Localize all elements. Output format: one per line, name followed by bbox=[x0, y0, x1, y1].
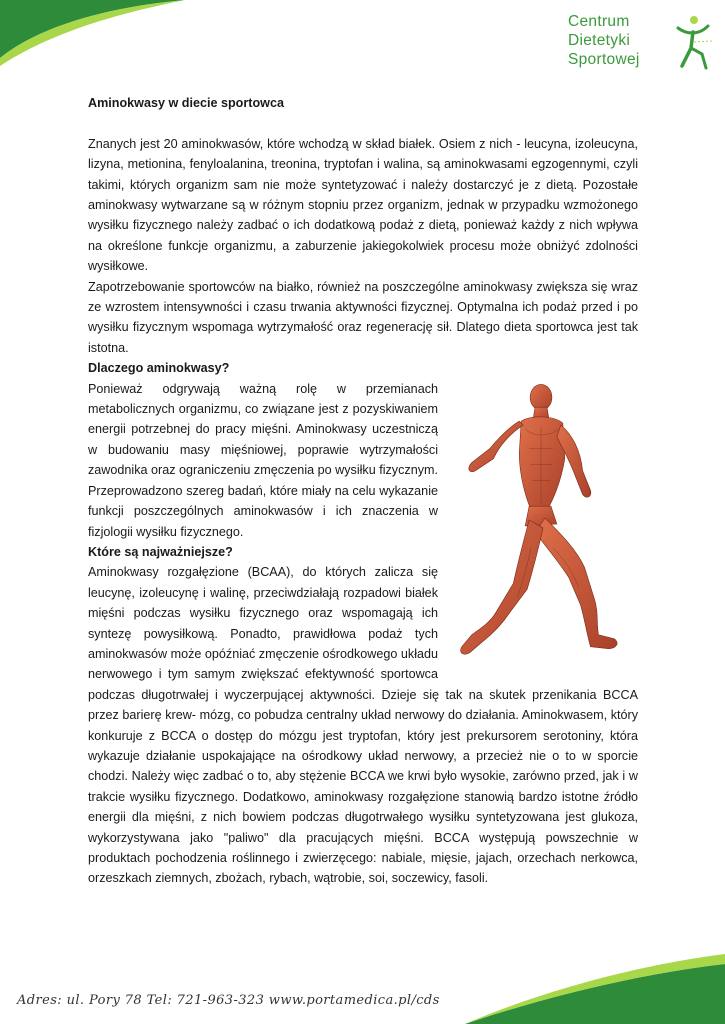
section-body-why: Ponieważ odgrywają ważną rolę w przemianach metabolicznych organizmu, co związane jest z pozyskiwaniem energii potrzebnej do pracy mięśni. Aminokwasy uczestniczą w budowaniu masy mięśniowej, poprawie wytrzymałości zawodnika oraz ograniczeniu zmęczenia po wysiłku fizycznym. Przeprowadzono szereg badań, które miały na celu wykazanie funkcji poszczególnych aminokwasów i ich znaczenia w fizjologii wysiłku fizycznego. bbox=[88, 381, 438, 539]
logo-line-1: Centrum bbox=[568, 13, 630, 30]
runner-logo-icon bbox=[672, 14, 714, 70]
corner-swoosh-bottom-right bbox=[465, 944, 725, 1024]
muscle-runner-image bbox=[450, 379, 638, 667]
article bbox=[88, 93, 638, 889]
article-title: Aminokwasy w diecie sportowca bbox=[88, 96, 284, 110]
footer-contact: Adres: ul. Pory 78 Tel: 721-963-323 www.portamedica.pl/cds bbox=[17, 993, 440, 1008]
section-body-important: Aminokwasy rozgałęzione (BCAA), do których zalicza się leucynę, izoleucynę i walinę, przeciwdziałają rozpadowi białek mięśni podczas wysiłku fizycznego oraz wspomagają ich syntezę powysiłkową. Ponadto, prawidłowa podaż tych aminokwasów może opóźniać zmęczenie ośrodkowego układu nerwowego i tym samym zwiększać efektywność sportowca podczas długotrwałej i wyczerpującej aktywności. Dzieje się tak na skutek przenikania BCCA przez barierę krew- mózg, co pobudza centralny układ nerwowy do działania. Aminokwasem, który konkuruje z BCCA o dostęp do mózgu jest tryptofan, który jest prekursorem serotoniny, która wykazuje działanie uspokajające na ośrodkowy układ nerwowy, a przecież nie o to w sporcie chodzi. Należy więc zadbać o to, aby stężenie BCCA we krwi było wysokie, zarówno przed, jak i w trakcie wysiłku fizycznego. Dodatkowo, aminokwasy rozgałęzione stanowią bardzo istotne źródło energii dla mięśni, z nich bowiem podczas długotrwałego wysiłku syntetyzowana jest glukoza, wykorzystywana jako "paliwo" dla pracujących mięśni. BCCA występują powszechnie w produktach pochodzenia roślinnego i zwierzęcego: nabiale, mięsie, jajach, orzechach nerkowca, orzeszkach ziemnych, zbożach, rybach, wątrobie, soi, soczewicy, fasoli. bbox=[88, 565, 638, 886]
logo bbox=[568, 12, 718, 72]
section-heading-why: Dlaczego aminokwasy? bbox=[88, 361, 230, 376]
paragraph-intro: Znanych jest 20 aminokwasów, które wchodzą w skład białek. Osiem z nich - leucyna, izoleucyna, lizyna, metionina, fenyloalanina, treonina, tryptofan i walina, są aminokwasami egzogennymi, czyli takimi, których organizm sam nie może syntetyzować i należy dostarczyć je z dietą. Pozostałe aminokwasy wytwarzane są w różnym stopniu przez organizm, jednak w przypadku wzmożonego wysiłku fizycznego należy zadbać o ich dodatkową podaż z dietą, ponieważ każdy z nich wpływa na określone funkcje organizmu, a zaburzenie jakiegokolwiek procesu może obniżyć zdolności wysiłkowe. bbox=[88, 136, 638, 274]
section-heading-important: Które są najważniejsze? bbox=[88, 544, 233, 559]
logo-line-3: Sportowej bbox=[568, 51, 640, 68]
logo-line-2: Dietetyki bbox=[568, 32, 631, 49]
paragraph-demand: Zapotrzebowanie sportowców na białko, również na poszczególne aminokwasy zwiększa się wraz ze wzrostem intensywności i czasu trwania aktywności fizycznej. Optymalna ich podaż przed i po wysiłku fizycznym wspomaga wytrzymałość oraz regenerację sił. Dlatego dieta sportowca jest tak istotna. bbox=[88, 279, 638, 355]
corner-swoosh-top-left bbox=[0, 0, 190, 70]
